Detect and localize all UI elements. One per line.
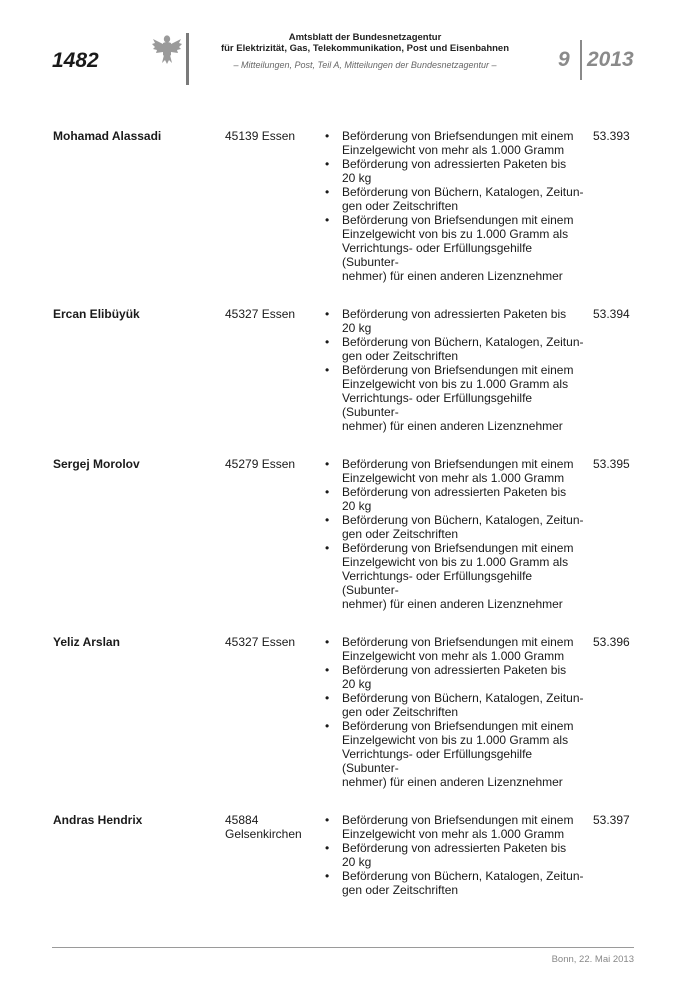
- bullet-icon: •: [325, 307, 330, 321]
- publication-title-line1: Amtsblatt der Bundesnetzagentur: [288, 32, 442, 43]
- service-item-line: gen oder Zeitschriften: [342, 705, 459, 719]
- bullet-icon: •: [325, 691, 330, 705]
- service-item-line: Beförderung von Büchern, Katalogen, Zeitun-: [342, 335, 584, 349]
- footer-date: Bonn, 22. Mai 2013: [551, 954, 634, 965]
- service-item: [325, 157, 587, 185]
- service-item-line: Beförderung von Büchern, Katalogen, Zeitun-: [342, 513, 584, 527]
- federal-eagle-icon: [152, 33, 182, 65]
- licensee-location: 45327 Essen: [225, 307, 296, 321]
- service-item: [325, 513, 587, 541]
- service-item-line: Verrichtungs- oder Erfüllungsgehilfe (Subunter-: [342, 391, 533, 419]
- license-entry: [0, 129, 700, 283]
- service-item-line: gen oder Zeitschriften: [342, 883, 459, 897]
- service-item: [325, 635, 587, 663]
- bullet-icon: •: [325, 719, 330, 733]
- publication-title: [200, 32, 530, 54]
- licensee-location: 45139 Essen: [225, 129, 296, 143]
- service-item: [325, 869, 587, 897]
- license-number: 53.394: [593, 307, 630, 321]
- service-item-line: Beförderung von Büchern, Katalogen, Zeitun-: [342, 869, 584, 883]
- license-entry: [0, 457, 700, 611]
- service-item-line: Verrichtungs- oder Erfüllungsgehilfe (Subunter-: [342, 747, 533, 775]
- service-item-line: gen oder Zeitschriften: [342, 527, 459, 541]
- licensee-name: Sergej Morolov: [53, 457, 140, 471]
- license-number: 53.393: [593, 129, 630, 143]
- bullet-icon: •: [325, 869, 330, 883]
- bullet-icon: •: [325, 129, 330, 143]
- service-item: [325, 307, 587, 335]
- service-item-line: Beförderung von Briefsendungen mit einem: [342, 363, 574, 377]
- license-number: 53.396: [593, 635, 630, 649]
- service-item-line: Beförderung von adressierten Paketen bis: [342, 841, 567, 855]
- footer-divider: [52, 947, 634, 948]
- service-item-line: Beförderung von Briefsendungen mit einem: [342, 635, 574, 649]
- service-item-line: Verrichtungs- oder Erfüllungsgehilfe (Subunter-: [342, 241, 533, 269]
- issue-divider: [580, 40, 582, 80]
- service-list: [325, 635, 587, 789]
- service-item: [325, 841, 587, 869]
- bullet-icon: •: [325, 541, 330, 555]
- service-item-line: Einzelgewicht von bis zu 1.000 Gramm als: [342, 377, 569, 391]
- service-item-line: Einzelgewicht von bis zu 1.000 Gramm als: [342, 555, 569, 569]
- service-list: [325, 129, 587, 283]
- service-item-line: gen oder Zeitschriften: [342, 199, 459, 213]
- bullet-icon: •: [325, 185, 330, 199]
- licensee-name: Yeliz Arslan: [53, 635, 120, 649]
- service-item: [325, 129, 587, 157]
- service-item-line: Einzelgewicht von mehr als 1.000 Gramm: [342, 471, 565, 485]
- service-item: [325, 663, 587, 691]
- publication-title-line2: für Elektrizität, Gas, Telekommunikation, Post und Eisenbahnen: [220, 43, 510, 54]
- service-list: [325, 307, 587, 433]
- licensee-location-line: 45884: [225, 813, 259, 827]
- service-item-line: Einzelgewicht von mehr als 1.000 Gramm: [342, 827, 565, 841]
- bullet-icon: •: [325, 485, 330, 499]
- service-item: [325, 213, 587, 283]
- licensee-location: [225, 813, 320, 841]
- issue-number: 9: [558, 48, 570, 71]
- bullet-icon: •: [325, 157, 330, 171]
- license-number: 53.395: [593, 457, 630, 471]
- service-item-line: Beförderung von Briefsendungen mit einem: [342, 129, 574, 143]
- bullet-icon: •: [325, 663, 330, 677]
- licensee-location: 45279 Essen: [225, 457, 296, 471]
- service-item-line: gen oder Zeitschriften: [342, 349, 459, 363]
- service-item-line: nehmer) für einen anderen Lizenznehmer: [342, 419, 563, 433]
- licensee-name: Mohamad Alassadi: [53, 129, 162, 143]
- service-item: [325, 541, 587, 611]
- bullet-icon: •: [325, 335, 330, 349]
- service-item-line: Einzelgewicht von bis zu 1.000 Gramm als: [342, 227, 569, 241]
- service-item-line: Einzelgewicht von mehr als 1.000 Gramm: [342, 649, 565, 663]
- licensee-name: Ercan Elibüyük: [53, 307, 140, 321]
- service-item-line: 20 kg: [342, 677, 372, 691]
- publication-subtitle: – Mitteilungen, Post, Teil A, Mitteilungen der Bundesnetzagentur –: [233, 60, 497, 70]
- service-item: [325, 185, 587, 213]
- service-item-line: 20 kg: [342, 499, 372, 513]
- service-item-line: Beförderung von adressierten Paketen bis: [342, 307, 567, 321]
- service-item-line: 20 kg: [342, 171, 372, 185]
- service-item: [325, 691, 587, 719]
- service-item-line: nehmer) für einen anderen Lizenznehmer: [342, 597, 563, 611]
- bullet-icon: •: [325, 813, 330, 827]
- service-item-line: Verrichtungs- oder Erfüllungsgehilfe (Subunter-: [342, 569, 533, 597]
- bullet-icon: •: [325, 213, 330, 227]
- license-entry: [0, 813, 700, 897]
- bullet-icon: •: [325, 513, 330, 527]
- service-item-line: nehmer) für einen anderen Lizenznehmer: [342, 269, 563, 283]
- bullet-icon: •: [325, 457, 330, 471]
- service-item-line: Beförderung von Briefsendungen mit einem: [342, 813, 574, 827]
- license-entry: [0, 635, 700, 789]
- bullet-icon: •: [325, 635, 330, 649]
- service-item: [325, 485, 587, 513]
- service-item-line: 20 kg: [342, 321, 372, 335]
- service-item-line: Einzelgewicht von bis zu 1.000 Gramm als: [342, 733, 569, 747]
- licensee-location-line: Gelsenkirchen: [225, 827, 302, 841]
- service-item: [325, 719, 587, 789]
- service-item-line: Beförderung von Briefsendungen mit einem: [342, 719, 574, 733]
- service-list: [325, 813, 587, 897]
- service-item: [325, 813, 587, 841]
- bullet-icon: •: [325, 841, 330, 855]
- service-item-line: Beförderung von Büchern, Katalogen, Zeitun-: [342, 691, 584, 705]
- service-item-line: Beförderung von adressierten Paketen bis: [342, 663, 567, 677]
- issue-year: 2013: [587, 48, 634, 71]
- header-divider: [186, 33, 189, 85]
- license-number: 53.397: [593, 813, 630, 827]
- page-number: 1482: [52, 49, 99, 72]
- bullet-icon: •: [325, 363, 330, 377]
- service-item-line: Beförderung von Büchern, Katalogen, Zeitun-: [342, 185, 584, 199]
- license-entries: [0, 129, 700, 921]
- service-item-line: Beförderung von adressierten Paketen bis: [342, 485, 567, 499]
- service-item-line: Beförderung von Briefsendungen mit einem: [342, 541, 574, 555]
- service-item-line: Beförderung von Briefsendungen mit einem: [342, 457, 574, 471]
- service-item-line: Einzelgewicht von mehr als 1.000 Gramm: [342, 143, 565, 157]
- service-item-line: nehmer) für einen anderen Lizenznehmer: [342, 775, 563, 789]
- service-item: [325, 363, 587, 433]
- service-item-line: 20 kg: [342, 855, 372, 869]
- service-list: [325, 457, 587, 611]
- service-item-line: Beförderung von Briefsendungen mit einem: [342, 213, 574, 227]
- licensee-location: 45327 Essen: [225, 635, 296, 649]
- license-entry: [0, 307, 700, 433]
- licensee-name: Andras Hendrix: [53, 813, 143, 827]
- service-item: [325, 335, 587, 363]
- service-item-line: Beförderung von adressierten Paketen bis: [342, 157, 567, 171]
- service-item: [325, 457, 587, 485]
